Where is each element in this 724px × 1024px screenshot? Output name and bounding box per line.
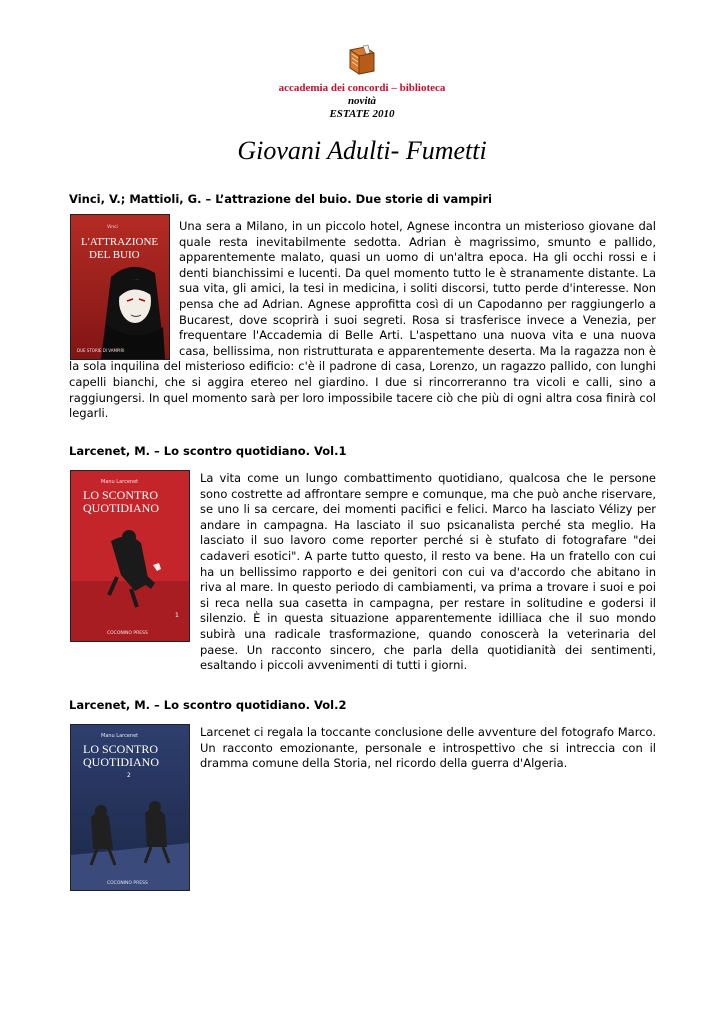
page-title: Giovani Adulti- Fumetti: [237, 136, 487, 165]
book-cover: [70, 470, 190, 642]
cover-author: Manu Larcenet: [101, 479, 139, 485]
book-icon: [345, 44, 379, 76]
entry-description: La vita come un lungo combattimento quotidiano, qualcosa che le persone sono costrette ad affrontare sempre e comunque, ma che può anche riservare, se uno li sa cercare, dei momenti pacifici e felici. Marco ha lasciato Vélizy per andare in campagna. Ha lasciato il suo psicanalista perché sta meglio. Ha lasciato il suo lavoro come reporter perché si è stufato di fotografare "dei cadaveri esotici". A parte tutto questo, il resto va bene. Ha un fratello con cui ha un bellissimo rapporto e dei genitori con cui va d'accordo che abitano in riva al mare. In questo periodo di cambiamenti, va prima a trovare i suoi e poi si reca nella sua casetta in campagna, per restare in solitudine e godersi il silenzio. È in questa situazione apparentemente idilliaca che il suo mondo subirà una radicale trasformazione, quando conoscerà la veterinaria del paese. Un racconto sincero, che parla della quotidianità dei sentimenti, esaltando i piccoli avvenimenti di tutti i giorni.: [200, 471, 656, 673]
cover-title-line1: LO SCONTRO: [83, 488, 159, 502]
entry-title: Larcenet, M. – Lo scontro quotidiano. Vol.1: [69, 444, 347, 458]
cover-author: Manu Larcenet: [101, 733, 139, 739]
cover-subtitle: DUE STORIE DI VAMPIRI: [77, 348, 125, 353]
cover-title-line2: QUOTIDIANO: [83, 501, 159, 515]
cover-title-line1: L'ATTRAZIONE: [81, 236, 159, 248]
book-cover: [70, 724, 190, 891]
cover-float-spacer: [69, 219, 179, 356]
novita-label: novità: [347, 95, 377, 107]
season-label: ESTATE 2010: [329, 108, 395, 120]
cover-title-line1: LO SCONTRO: [83, 742, 159, 756]
organization-name: accademia dei concordi – biblioteca: [278, 82, 446, 94]
entry-description: [69, 219, 656, 422]
cover-title-line2: QUOTIDIANO: [83, 755, 159, 769]
entry-description: Larcenet ci regala la toccante conclusione delle avventure del fotografo Marco. Un racconto emozionante, personale e introspettivo che si intreccia con il dramma comune della Storia, nel ricordo della guerra d'Algeria.: [200, 725, 656, 771]
cover-title-line2: DEL BUIO: [89, 249, 140, 261]
entry-title: Larcenet, M. – Lo scontro quotidiano. Vol.2: [69, 698, 347, 712]
cover-volume: 1: [175, 612, 179, 619]
cover-volume: 2: [127, 772, 131, 779]
entry-title: Vinci, V.; Mattioli, G. – L’attrazione del buio. Due storie di vampiri: [69, 192, 492, 206]
description-text: Una sera a Milano, in un piccolo hotel, Agnese incontra un misterioso giovane dal quale resta inevitabilmente sedotta. Adrian è magrissimo, smunto e pallido, apparentemente malato, quasi un uomo di un'altra epoca. Ha gli occhi rossi e i denti bianchissimi e lucenti. Da quel momento tutto le è stranamente distante. La sua vita, gli amici, la tesi in medicina, i soliti discorsi, tutto perde d'interesse. Non pensa che ad Adrian. Agnese approfitta così di un Capodanno per raggiungerlo a Bucarest, dove scoprirà i suoi segreti. Rosa si trasferisce invece a Venezia, per frequentare l'Accademia di Belle Arti. L'aspettano una nuova vita e una nuova casa, bellissima, non ristrutturata e apparentemente deserta. Ma la ragazza non è la sola inquilina del misterioso edificio: c'è il padrone di casa, Lorenzo, un ragazzo pallido, con lunghi capelli bianchi, che si aggira etereo nel giardino. I due si rincorreranno tra vicoli e calli, sino a raggiungersi. In quel momento sarà per loro impossibile tacere ciò che più di ogni altra cosa finirà col legarli.: [69, 219, 656, 421]
cover-publisher: COCONINO PRESS: [107, 631, 148, 636]
cover-publisher: COCONINO PRESS: [107, 881, 148, 886]
cover-author: Vinci: [107, 225, 118, 230]
